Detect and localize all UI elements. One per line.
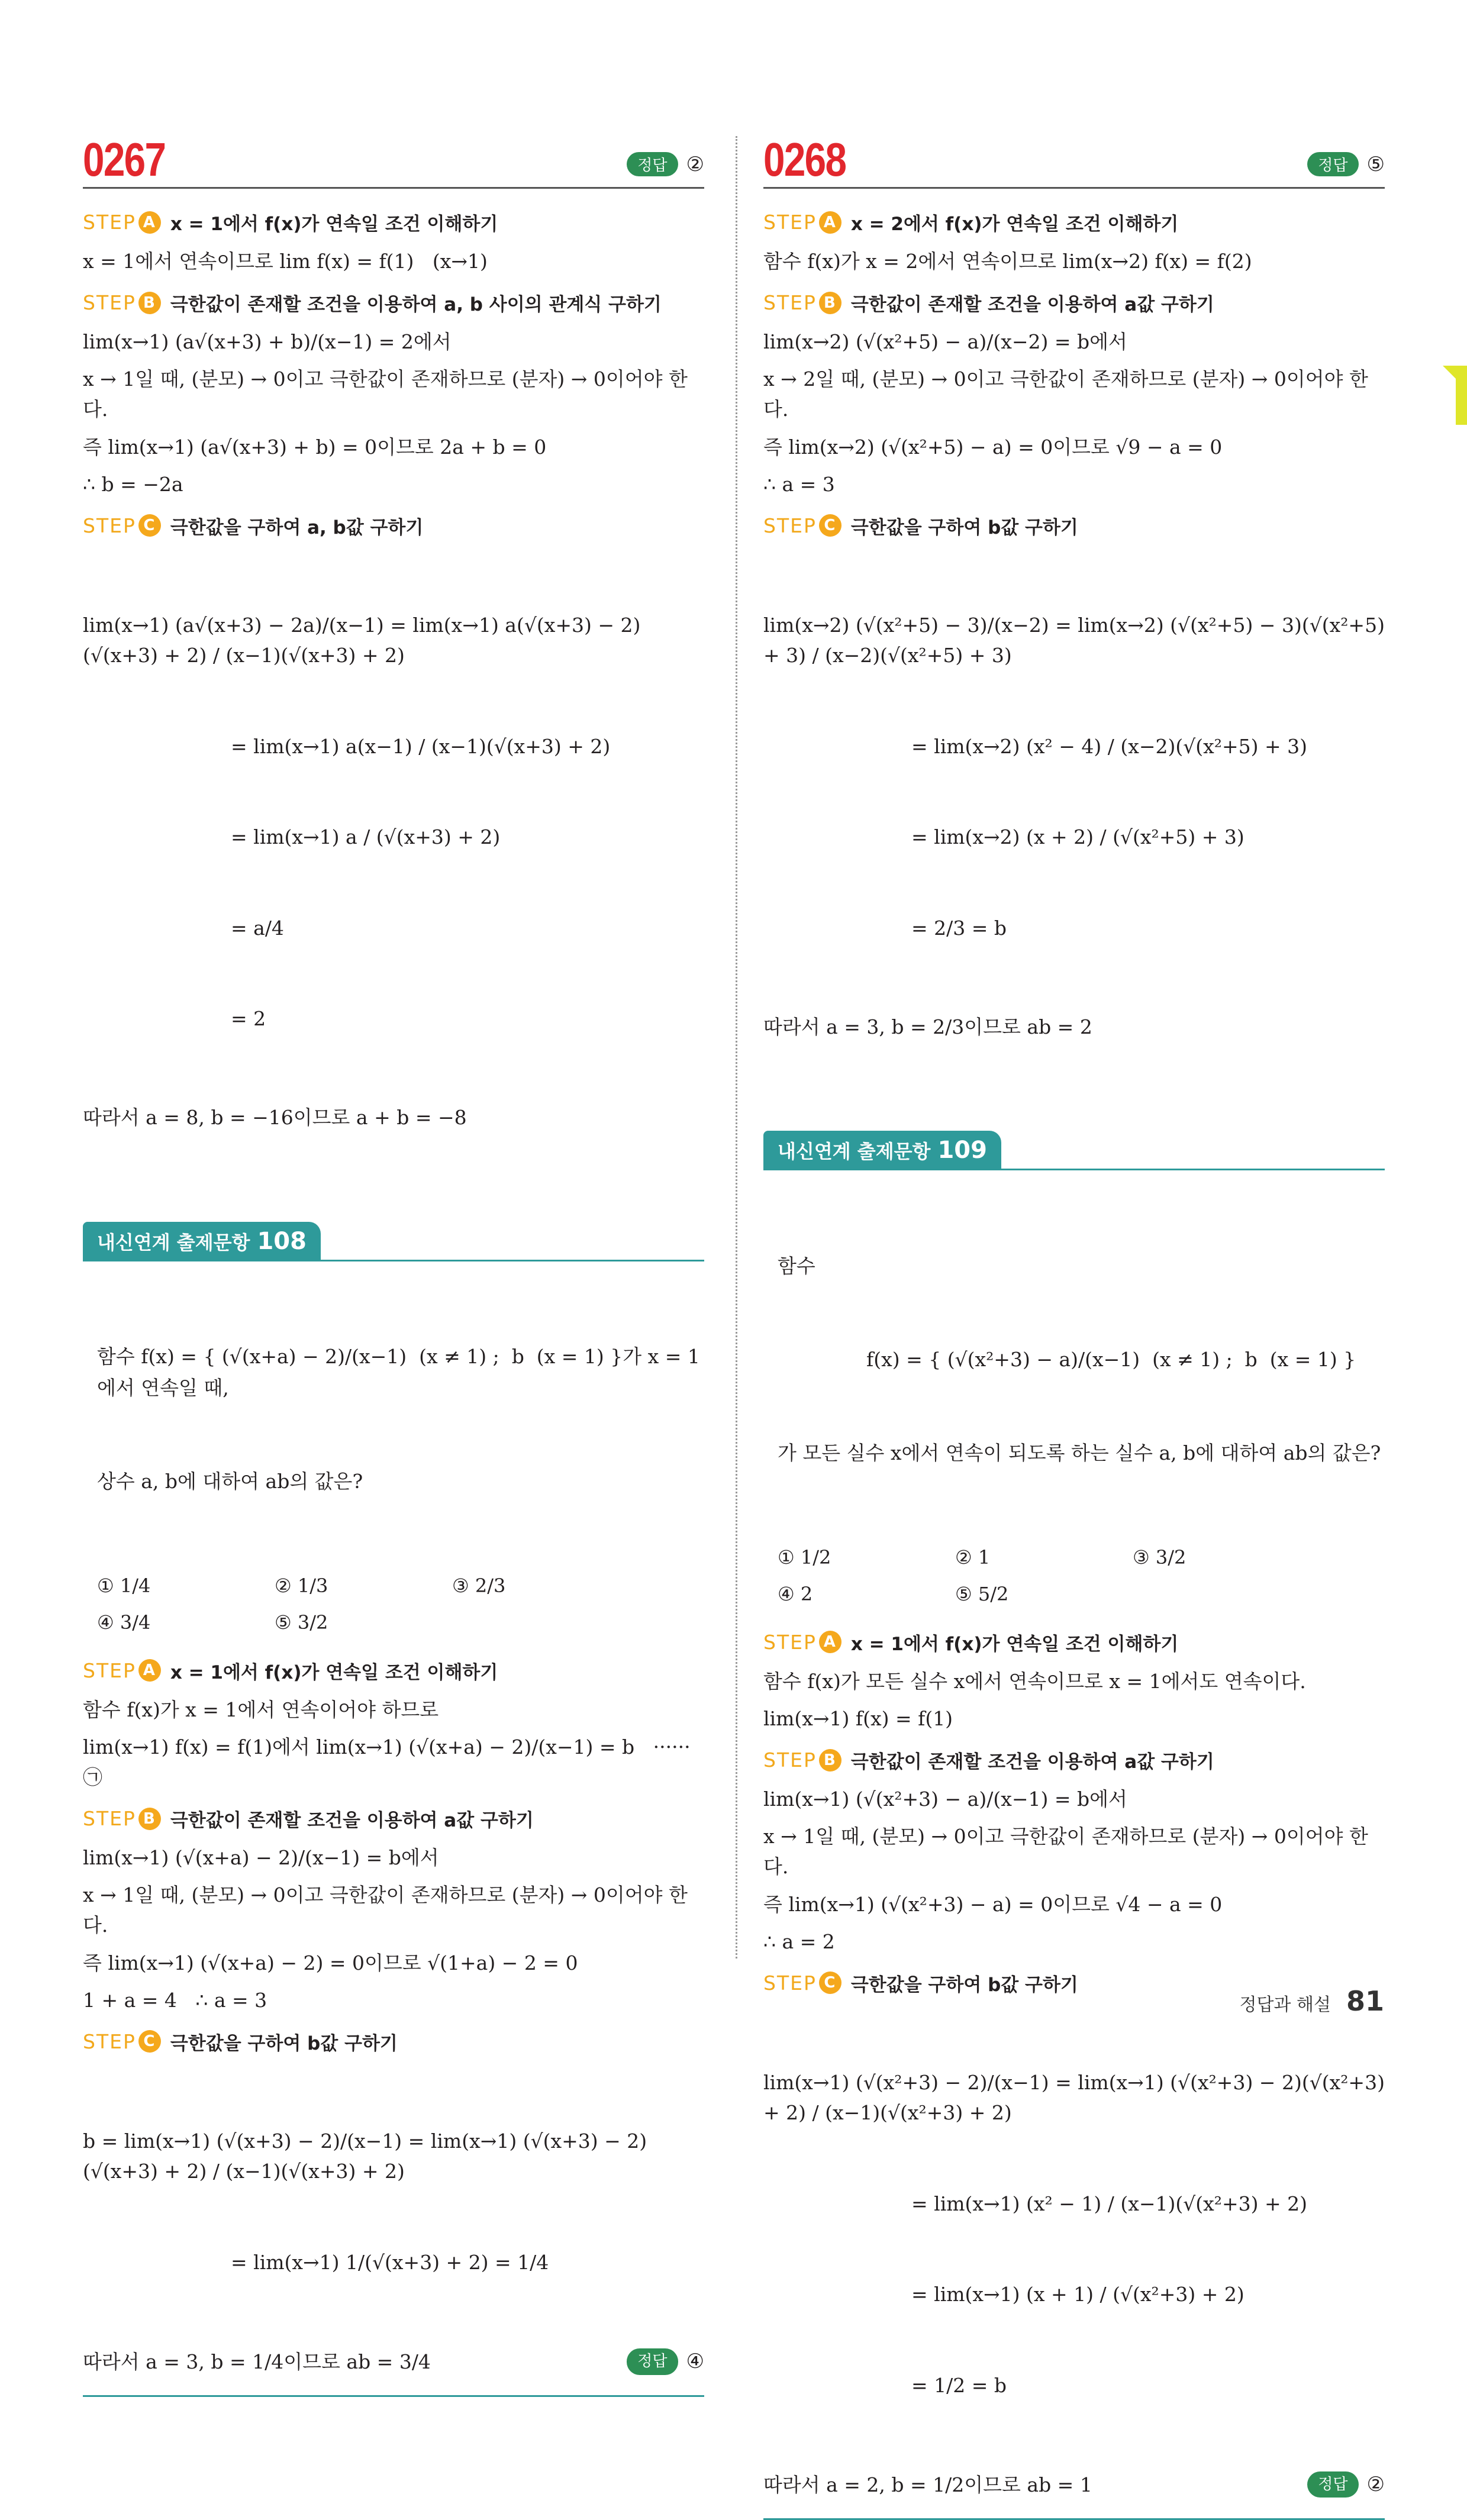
solution-line: x → 1일 때, (분모) → 0이고 극한값이 존재하므로 (분자) → 0이어야 한다. [83, 367, 688, 421]
step-b [763, 1747, 1385, 1773]
step-title: 극한값이 존재할 조건을 이용하여 a값 구하기 [170, 1810, 534, 1832]
choice-5: ⑤ 3/2 [275, 1611, 328, 1634]
answer-value: ④ [686, 2350, 704, 2374]
problem-statement [83, 1279, 704, 1560]
edge-tab-marker [1456, 366, 1467, 425]
step-a [763, 1629, 1385, 1656]
problem-header [763, 133, 1385, 189]
step-title: 극한값이 존재할 조건을 이용하여 a값 구하기 [850, 294, 1214, 316]
step-letter-badge: B [819, 292, 841, 314]
conclusion-text: 따라서 a = 2, b = 1/2이므로 ab = 1 [763, 2473, 1092, 2496]
naesin-tag-text: 내신연계 출제문항 [778, 1140, 931, 1163]
choice-1: ① 1/4 [97, 1574, 151, 1597]
solution-line: 즉 lim(x→1) (√(x²+3) − a) = 0이므로 √4 − a = 0 [763, 1892, 1223, 1916]
step-label: STEP [763, 1630, 817, 1654]
section-end-rule [763, 2518, 1385, 2520]
choice-4: ④ 3/4 [97, 1611, 151, 1634]
step-title: 극한값을 구하여 b값 구하기 [850, 1974, 1078, 1996]
step-label: STEP [763, 1748, 817, 1772]
step-b [83, 1805, 704, 1832]
step-title: x = 2에서 f(x)가 연속일 조건 이해하기 [850, 214, 1179, 235]
equation-line: = lim(x→1) (x + 1) / (√(x²+3) + 2) [911, 2283, 1244, 2306]
solution-line: lim(x→2) (√(x²+5) − a)/(x−2) = b에서 [763, 330, 1127, 354]
solution-line: 함수 f(x)가 x = 1에서 연속이어야 하므로 [83, 1698, 439, 1721]
answer-label: 정답 [627, 2348, 678, 2374]
answer-indicator [627, 2346, 704, 2377]
equation-line: = lim(x→1) (x² − 1) / (x−1)(√(x²+3) + 2) [911, 2192, 1307, 2215]
choice-3: ③ 3/2 [1133, 1545, 1187, 1569]
choice-1: ① 1/2 [778, 1545, 831, 1569]
solution-line: x → 1일 때, (분모) → 0이고 극한값이 존재하므로 (분자) → 0이어야 한다. [763, 1825, 1368, 1879]
step-c [83, 512, 704, 539]
section-end-rule [83, 2395, 704, 2397]
choice-2: ② 1/3 [275, 1574, 328, 1597]
step-label: STEP [763, 211, 817, 234]
step-letter-badge: C [819, 1972, 841, 1994]
step-title: 극한값을 구하여 b값 구하기 [170, 2032, 398, 2054]
solution-line: 1 + a = 4 ∴ a = 3 [83, 1988, 267, 2012]
equation-line: lim(x→1) (a√(x+3) − 2a)/(x−1) = lim(x→1) a(√(x+3) − 2)(√(x+3) + 2) / (x−1)(√(x+3) + 2) [83, 614, 641, 667]
conclusion-line: 따라서 a = 3, b = 2/3이므로 ab = 2 [763, 1015, 1092, 1038]
final-answer-line [83, 2346, 704, 2377]
step-b [763, 289, 1385, 316]
problem-number: 0268 [763, 133, 846, 186]
problem-number: 0267 [83, 133, 166, 186]
solution-line: x = 1에서 연속이므로 lim f(x) = f(1) (x→1) [83, 250, 488, 273]
equation-chain [763, 550, 1391, 1004]
step-title: 극한값을 구하여 b값 구하기 [850, 517, 1078, 538]
answer-indicator [1307, 152, 1385, 176]
equation-line: = 2/3 = b [911, 916, 1007, 940]
step-a [83, 1657, 704, 1684]
step-letter-badge: B [138, 1808, 161, 1830]
step-label: STEP [763, 1971, 817, 1995]
problem-line: 상수 a, b에 대하여 ab의 값은? [97, 1470, 363, 1493]
naesin-tag [83, 1222, 321, 1260]
equation-line: = lim(x→1) a(x−1) / (x−1)(√(x+3) + 2) [231, 734, 611, 758]
problem-line: 가 모든 실수 x에서 연속이 되도록 하는 실수 a, b에 대하여 ab의 값은? [778, 1441, 1381, 1465]
answer-choices [763, 1546, 1385, 1605]
solution-line: 즉 lim(x→1) (a√(x+3) + b) = 0이므로 2a + b = 0 [83, 435, 547, 459]
solution-line: lim(x→1) (√(x²+3) − a)/(x−1) = b에서 [763, 1787, 1127, 1811]
step-letter-badge: B [138, 292, 161, 314]
answer-label: 정답 [1307, 2471, 1358, 2498]
choice-5: ⑤ 5/2 [955, 1582, 1009, 1605]
problem-header [83, 133, 704, 189]
solution-line: lim(x→1) f(x) = f(1)에서 lim(x→1) (√(x+a) − 2)/(x−1) = b ······ ㉠ [83, 1735, 697, 1789]
solution-steps [83, 209, 704, 1133]
solution-line: 즉 lim(x→2) (√(x²+5) − a) = 0이므로 √9 − a = 0 [763, 435, 1223, 459]
naesin-tag-text: 내신연계 출제문항 [97, 1231, 250, 1254]
step-title: 극한값이 존재할 조건을 이용하여 a값 구하기 [850, 1751, 1214, 1773]
step-letter-badge: B [819, 1749, 841, 1772]
step-title: 극한값이 존재할 조건을 이용하여 a, b 사이의 관계식 구하기 [170, 294, 662, 316]
answer-choices [83, 1574, 704, 1634]
solution-line: 함수 f(x)가 모든 실수 x에서 연속이므로 x = 1에서도 연속이다. [763, 1669, 1306, 1693]
equation-line: = 1/2 = b [911, 2373, 1007, 2397]
right-column [763, 133, 1391, 2520]
step-letter-badge: C [819, 514, 841, 537]
equation-line: = lim(x→2) (x² − 4) / (x−2)(√(x²+5) + 3) [911, 734, 1307, 758]
equation-line: = lim(x→2) (x + 2) / (√(x²+5) + 3) [911, 825, 1244, 849]
conclusion-line: 따라서 a = 8, b = −16이므로 a + b = −8 [83, 1106, 467, 1130]
equation-chain [83, 2066, 704, 2338]
step-letter-badge: A [138, 1659, 161, 1682]
step-c [83, 2028, 704, 2055]
problem-solution [83, 1657, 704, 2397]
equation-line: = lim(x→1) a / (√(x+3) + 2) [231, 825, 501, 849]
solution-line: lim(x→1) (√(x+a) − 2)/(x−1) = b에서 [83, 1846, 439, 1870]
problem-line: 함수 f(x) = { (√(x+a) − 2)/(x−1) (x ≠ 1) ; b (x = 1) }가 x = 1에서 연속일 때, [97, 1345, 700, 1399]
step-title: x = 1에서 f(x)가 연속일 조건 이해하기 [170, 1661, 498, 1683]
solution-line: 함수 f(x)가 x = 2에서 연속이므로 lim(x→2) f(x) = f(2) [763, 250, 1252, 273]
naesin-header [83, 1222, 704, 1261]
answer-label: 정답 [627, 152, 678, 176]
step-letter-badge: C [138, 514, 161, 537]
step-title: 극한값을 구하여 a, b값 구하기 [170, 517, 424, 538]
left-column [83, 133, 704, 2397]
solution-line: ∴ b = −2a [83, 472, 183, 496]
solution-line: lim(x→1) (a√(x+3) + b)/(x−1) = 2에서 [83, 330, 452, 354]
step-letter-badge: A [138, 211, 161, 234]
step-a [83, 209, 704, 235]
choice-4: ④ 2 [778, 1582, 813, 1605]
step-letter-badge: C [138, 2030, 161, 2053]
step-letter-badge: A [819, 1631, 841, 1653]
answer-value: ⑤ [1366, 152, 1385, 176]
step-c [763, 512, 1385, 539]
solution-line: x → 1일 때, (분모) → 0이고 극한값이 존재하므로 (분자) → 0이어야 한다. [83, 1883, 688, 1937]
footer-section-title: 정답과 해설 [1239, 1995, 1331, 2015]
equation-chain [763, 2007, 1391, 2461]
step-label: STEP [83, 211, 136, 234]
step-letter-badge: A [819, 211, 841, 234]
problem-statement [763, 1188, 1385, 1532]
page-footer [1240, 1985, 1384, 2017]
equation-chain [83, 550, 704, 1095]
choice-3: ③ 2/3 [452, 1574, 506, 1597]
step-label: STEP [763, 514, 817, 537]
solution-line: lim(x→1) f(x) = f(1) [763, 1707, 953, 1730]
step-label: STEP [83, 291, 136, 315]
choice-2: ② 1 [955, 1545, 991, 1569]
problem-line: 함수 [778, 1254, 815, 1277]
page-number: 81 [1346, 1985, 1384, 2017]
answer-value: ② [686, 152, 704, 176]
step-label: STEP [83, 2029, 136, 2053]
answer-label: 정답 [1307, 152, 1358, 176]
naesin-header [763, 1131, 1385, 1170]
answer-indicator [627, 152, 704, 176]
step-label: STEP [763, 291, 817, 315]
conclusion-text: 따라서 a = 3, b = 1/4이므로 ab = 3/4 [83, 2350, 431, 2373]
answer-value: ② [1366, 2472, 1385, 2496]
step-label: STEP [83, 514, 136, 537]
naesin-number: 109 [937, 1137, 987, 1164]
answer-indicator [1307, 2469, 1385, 2500]
solution-line: ∴ a = 3 [763, 472, 835, 496]
equation-line: b = lim(x→1) (√(x+3) − 2)/(x−1) = lim(x→1) (√(x+3) − 2)(√(x+3) + 2) / (x−1)(√(x+3) + 2) [83, 2129, 647, 2183]
equation-line: lim(x→2) (√(x²+5) − 3)/(x−2) = lim(x→2) (√(x²+5) − 3)(√(x²+5) + 3) / (x−2)(√(x²+5) + 3) [763, 614, 1391, 667]
equation-line: = lim(x→1) 1/(√(x+3) + 2) = 1/4 [231, 2250, 549, 2274]
naesin-tag [763, 1131, 1001, 1169]
problem-line: f(x) = { (√(x²+3) − a)/(x−1) (x ≠ 1) ; b (x = 1) } [866, 1348, 1356, 1372]
step-title: x = 1에서 f(x)가 연속일 조건 이해하기 [170, 214, 498, 235]
step-a [763, 209, 1385, 235]
step-b [83, 289, 704, 316]
solution-steps [763, 209, 1391, 1042]
column-divider [736, 136, 737, 1958]
equation-line: = 2 [231, 1006, 266, 1030]
equation-line: lim(x→1) (√(x²+3) − 2)/(x−1) = lim(x→1) (√(x²+3) − 2)(√(x²+3) + 2) / (x−1)(√(x²+3) + 2) [763, 2071, 1391, 2125]
solution-line: x → 2일 때, (분모) → 0이고 극한값이 존재하므로 (분자) → 0이어야 한다. [763, 367, 1368, 421]
equation-line: = a/4 [231, 916, 284, 940]
naesin-number: 108 [257, 1227, 307, 1255]
problem-solution [763, 1629, 1391, 2520]
step-title: x = 1에서 f(x)가 연속일 조건 이해하기 [850, 1633, 1179, 1655]
solution-line: 즉 lim(x→1) (√(x+a) − 2) = 0이므로 √(1+a) − 2 = 0 [83, 1951, 578, 1974]
step-label: STEP [83, 1807, 136, 1831]
final-answer-line [763, 2469, 1385, 2500]
step-label: STEP [83, 1659, 136, 1682]
solution-line: ∴ a = 2 [763, 1929, 835, 1953]
